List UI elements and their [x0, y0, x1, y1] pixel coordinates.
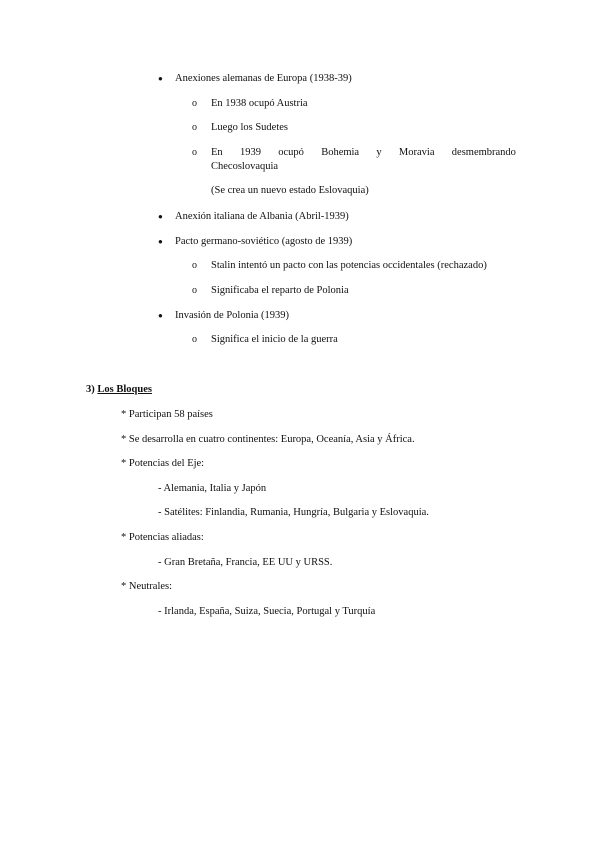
sub-item-stalin: Stalin intentó un pacto con las potencias occidentales (rechazado) — [211, 260, 487, 271]
bloc-item: * Participan 58 países — [121, 409, 213, 420]
bloc-item: * Se desarrolla en cuatro continentes: Europa, Oceanía, Asia y África. — [121, 434, 415, 445]
sub-item-war-start: Significa el inicio de la guerra — [211, 334, 338, 345]
list-item-annexations: Anexiones alemanas de Europa (1938-39) — [175, 73, 352, 84]
bullet-marker: ● — [158, 212, 163, 221]
bloc-subitem: - Irlanda, España, Suiza, Suecia, Portugal y Turquía — [158, 606, 376, 617]
sub-bullet-marker: o — [192, 147, 197, 158]
sub-item-sudetes: Luego los Sudetes — [211, 122, 288, 133]
bloc-item: * Potencias del Eje: — [121, 458, 205, 469]
word: desmembrando — [451, 147, 516, 158]
section-title: Los Bloques — [97, 384, 152, 395]
bullet-marker: ● — [158, 311, 163, 320]
section-heading — [86, 383, 152, 396]
word: Moravia — [398, 147, 435, 158]
sub-bullet-marker: o — [192, 285, 197, 296]
sub-bullet-marker: o — [192, 98, 197, 109]
section-number: 3) — [86, 384, 95, 395]
word: 1939 — [239, 147, 261, 158]
sub-bullet-marker: o — [192, 334, 197, 345]
sub-item-austria: En 1938 ocupó Austria — [211, 98, 308, 109]
note-slovakia: (Se crea un nuevo estado Eslovaquia) — [211, 185, 369, 196]
bloc-item: * Potencias aliadas: — [121, 532, 204, 543]
sub-bullet-marker: o — [192, 260, 197, 271]
bloc-subitem: - Gran Bretaña, Francia, EE UU y URSS. — [158, 557, 333, 568]
sub-bullet-marker: o — [192, 122, 197, 133]
list-item-albania: Anexión italiana de Albania (Abril-1939) — [175, 211, 349, 222]
list-item-pact: Pacto germano-soviético (agosto de 1939) — [175, 236, 353, 247]
word: ocupó — [278, 147, 304, 158]
sub-item-bohemia — [211, 146, 516, 159]
sub-item-bohemia-continuation: Checoslovaquia — [211, 161, 279, 172]
word: Bohemia — [321, 147, 360, 158]
bloc-item: * Neutrales: — [121, 581, 173, 592]
bloc-subitem: - Alemania, Italia y Japón — [158, 483, 267, 494]
bloc-subitem: - Satélites: Finlandia, Rumania, Hungría, Bulgaria y Eslovaquia. — [158, 507, 429, 518]
sub-item-poland-partition: Significaba el reparto de Polonia — [211, 285, 349, 296]
bullet-marker: ● — [158, 237, 163, 246]
list-item-poland-invasion: Invasión de Polonia (1939) — [175, 310, 290, 321]
word: En — [211, 147, 223, 158]
bullet-marker: ● — [158, 74, 163, 83]
word: y — [376, 147, 382, 158]
